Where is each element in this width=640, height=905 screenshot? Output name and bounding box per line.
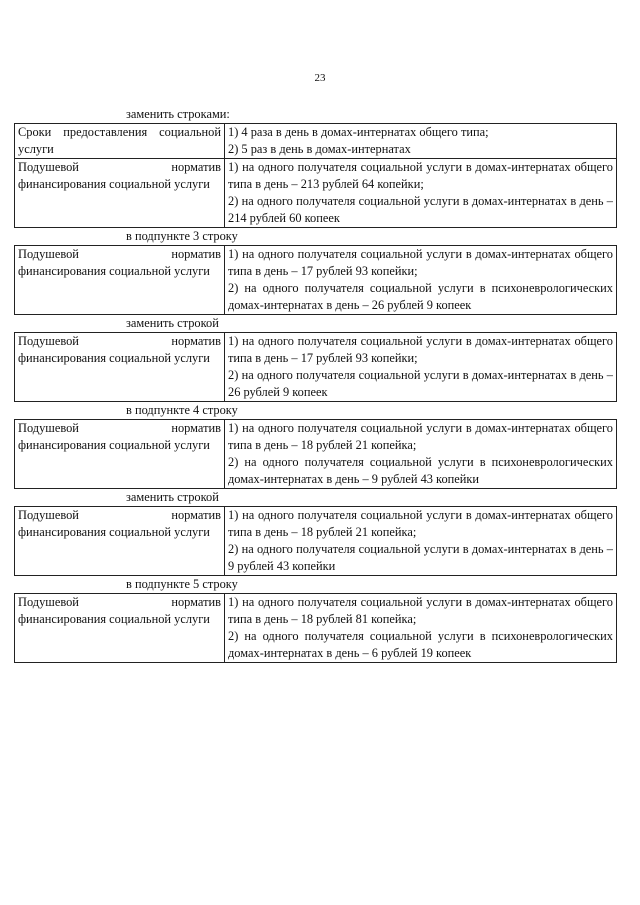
value-line: 1) на одного получателя социальной услуги в домах-интернатах общего типа в день – 18 рублей 81 копейка; bbox=[228, 595, 613, 626]
amendment-table bbox=[14, 123, 617, 228]
table-row bbox=[15, 124, 617, 159]
value-line: 2) 5 раз в день в домах-интернатах bbox=[228, 142, 411, 156]
table-row bbox=[15, 420, 617, 489]
instruction-text: заменить строкой bbox=[126, 490, 219, 504]
row-value bbox=[225, 420, 617, 489]
value-line: 2) на одного получателя социальной услуги в психоневрологических домах-интернатах в день – 26 рублей 9 копеек bbox=[228, 281, 613, 312]
value-line: 2) на одного получателя социальной услуги в домах-интернатах в день – 214 рублей 60 копеек bbox=[228, 194, 613, 225]
row-value bbox=[225, 594, 617, 663]
instruction-text: в подпункте 4 строку bbox=[126, 403, 238, 417]
document-body bbox=[14, 106, 616, 663]
row-label: Подушевой норматив финансирования социальной услуги bbox=[15, 246, 225, 315]
row-value bbox=[225, 124, 617, 159]
value-line: 1) на одного получателя социальной услуги в домах-интернатах общего типа в день – 17 рублей 93 копейки; bbox=[228, 334, 613, 365]
amendment-table bbox=[14, 245, 617, 315]
instruction-text: заменить строкой bbox=[126, 316, 219, 330]
amendment-table bbox=[14, 506, 617, 576]
row-label: Подушевой норматив финансирования социальной услуги bbox=[15, 507, 225, 576]
amendment-table bbox=[14, 332, 617, 402]
value-line: 2) на одного получателя социальной услуги в домах-интернатах в день – 9 рублей 43 копейки bbox=[228, 542, 613, 573]
value-line: 2) на одного получателя социальной услуги в психоневрологических домах-интернатах в день – 6 рублей 19 копеек bbox=[228, 629, 613, 660]
table-row bbox=[15, 333, 617, 402]
table-row bbox=[15, 507, 617, 576]
row-value bbox=[225, 159, 617, 228]
table-row bbox=[15, 594, 617, 663]
row-value bbox=[225, 333, 617, 402]
amendment-table bbox=[14, 593, 617, 663]
row-label: Подушевой норматив финансирования социальной услуги bbox=[15, 594, 225, 663]
table-row bbox=[15, 159, 617, 228]
value-line: 1) на одного получателя социальной услуги в домах-интернатах общего типа в день – 17 рублей 93 копейки; bbox=[228, 247, 613, 278]
value-line: 1) на одного получателя социальной услуги в домах-интернатах общего типа в день – 213 рублей 64 копейки; bbox=[228, 160, 613, 191]
row-label: Подушевой норматив финансирования социальной услуги bbox=[15, 159, 225, 228]
value-line: 1) на одного получателя социальной услуги в домах-интернатах общего типа в день – 18 рублей 21 копейка; bbox=[228, 508, 613, 539]
table-row bbox=[15, 246, 617, 315]
value-line: 2) на одного получателя социальной услуги в домах-интернатах в день – 26 рублей 9 копеек bbox=[228, 368, 613, 399]
value-line: 1) на одного получателя социальной услуги в домах-интернатах общего типа в день – 18 рублей 21 копейка; bbox=[228, 421, 613, 452]
row-label: Подушевой норматив финансирования социальной услуги bbox=[15, 333, 225, 402]
row-value bbox=[225, 246, 617, 315]
row-label: Подушевой норматив финансирования социальной услуги bbox=[15, 420, 225, 489]
instruction-text: заменить строками: bbox=[126, 107, 230, 121]
amendment-table bbox=[14, 419, 617, 489]
value-line: 2) на одного получателя социальной услуги в психоневрологических домах-интернатах в день – 9 рублей 43 копейки bbox=[228, 455, 613, 486]
page-number: 23 bbox=[314, 72, 326, 84]
value-line: 1) 4 раза в день в домах-интернатах общего типа; bbox=[228, 125, 489, 139]
row-label: Сроки предоставления социальной услуги bbox=[15, 124, 225, 159]
instruction-text: в подпункте 5 строку bbox=[126, 577, 238, 591]
instruction-text: в подпункте 3 строку bbox=[126, 229, 238, 243]
row-value bbox=[225, 507, 617, 576]
